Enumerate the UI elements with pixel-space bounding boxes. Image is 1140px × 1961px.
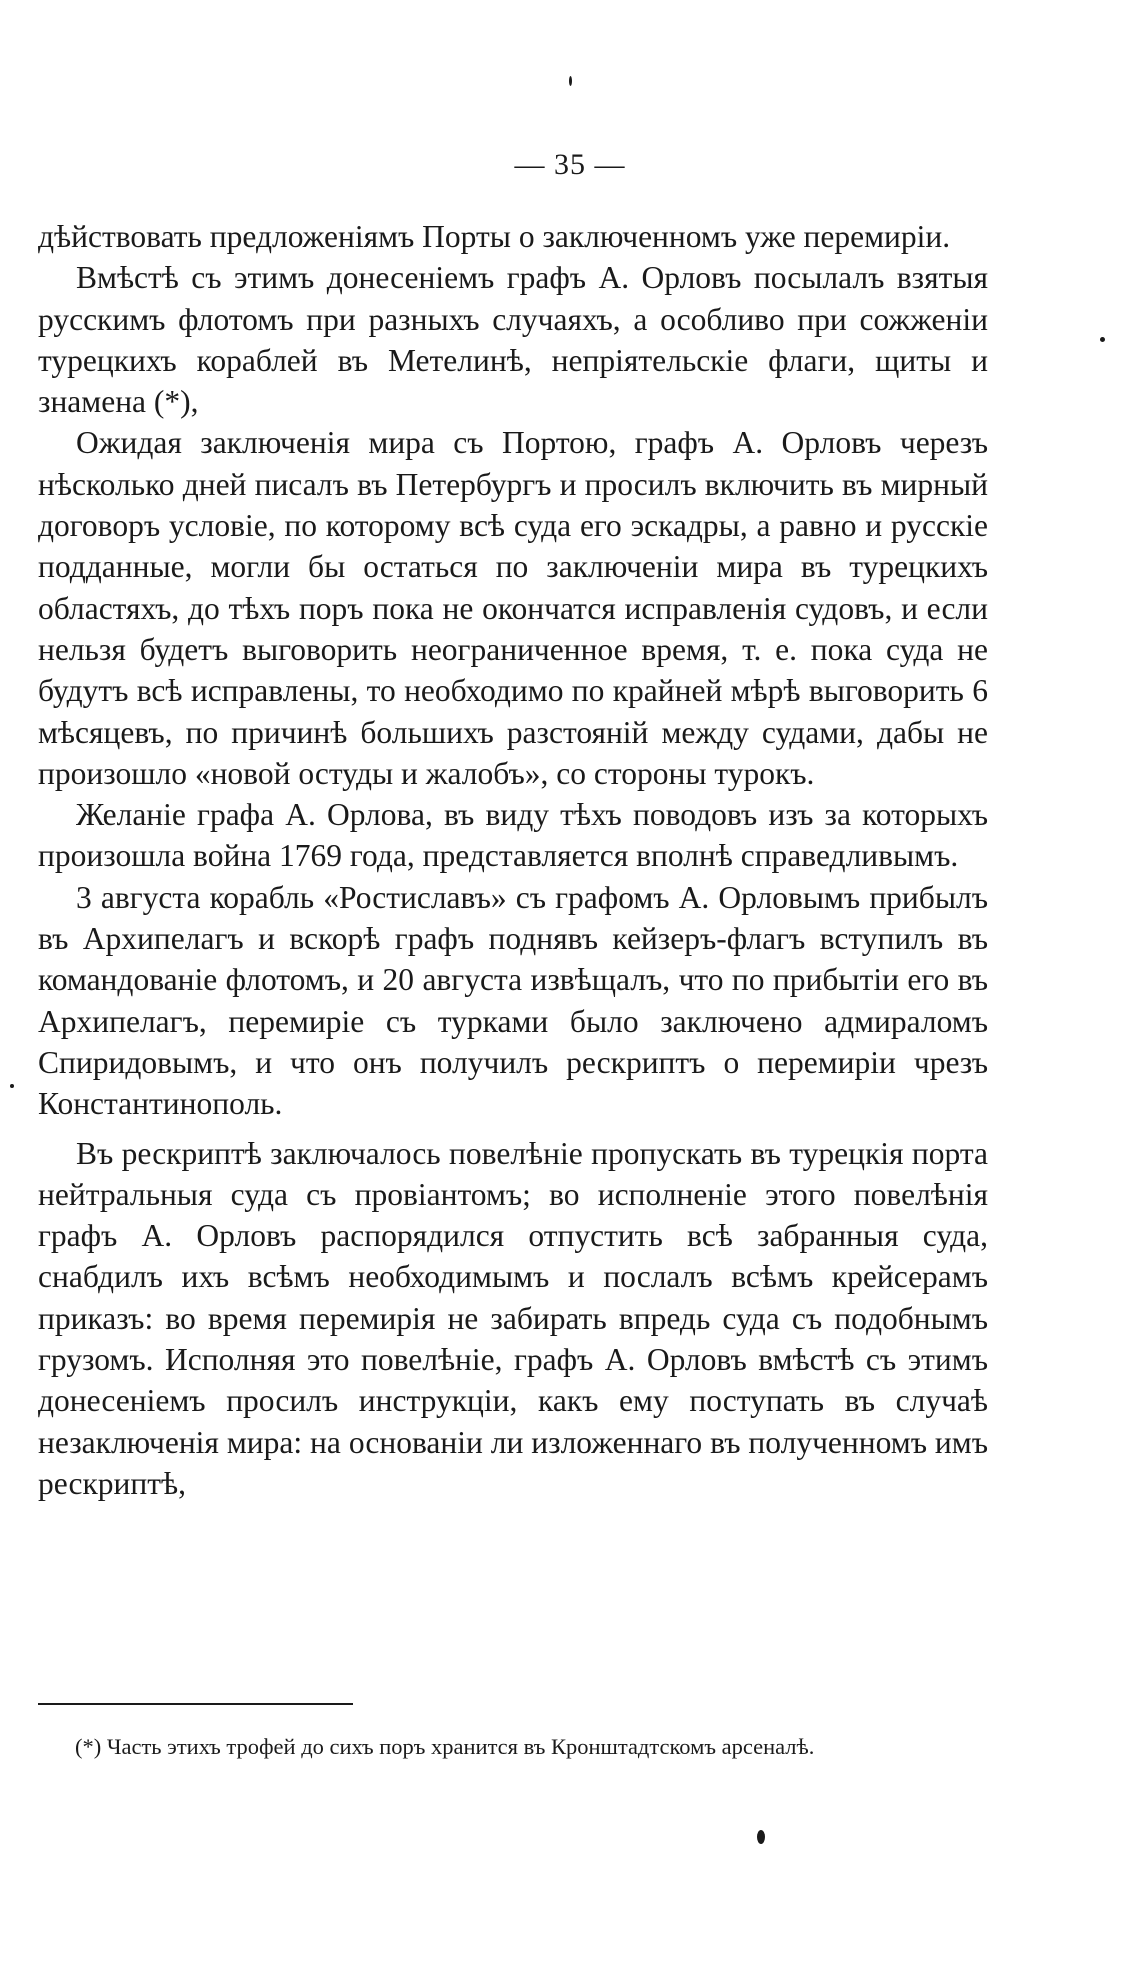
paragraph: дѣйствовать предложеніямъ Порты о заключенномъ уже перемиріи. bbox=[38, 219, 951, 254]
scan-speck bbox=[1100, 337, 1105, 342]
footnote-divider bbox=[38, 1703, 353, 1705]
scan-speck bbox=[569, 76, 572, 86]
scan-speck bbox=[10, 1084, 14, 1088]
paragraph: Въ рескриптѣ заключалось повелѣніе пропускать въ турецкія порта нейтральныя суда съ провіантомъ; во исполненіе этого повелѣнія графъ А. Орловъ распорядился отпустить всѣ забранныя суда, снабдилъ ихъ всѣмъ необходимымъ и послалъ всѣмъ крейсерамъ приказъ: во время перемирія не забирать впредь суда съ подобнымъ грузомъ. Исполняя это повелѣніе, графъ А. Орловъ вмѣстѣ съ этимъ донесеніемъ просилъ инструкціи, какъ ему поступать въ случаѣ незаключенія мира: на основаніи ли изложеннаго въ полученномъ имъ рескриптѣ, bbox=[38, 1135, 988, 1501]
scan-speck bbox=[757, 1830, 765, 1844]
page-number: — 35 — bbox=[514, 148, 626, 181]
footnote: (*) Часть этихъ трофей до сихъ поръ хранится въ Кронштадтскомъ арсеналѣ. bbox=[75, 1734, 815, 1759]
paragraph: Желаніе графа А. Орлова, въ виду тѣхъ поводовъ изъ за которыхъ произошла война 1769 года, представляется вполнѣ справедливымъ. bbox=[38, 797, 988, 874]
paragraph: Ожидая заключенія мира съ Портою, графъ А. Орловъ черезъ нѣсколько дней писалъ въ Петербургъ и просилъ включить въ мирный договоръ условіе, по которому всѣ суда его эскадры, а равно и русскіе подданные, могли бы остаться по заключеніи мира въ турецкихъ областяхъ, до тѣхъ поръ пока не окончатся исправленія судовъ, и если нельзя будетъ выговорить неограниченное время, т. е. пока суда не будутъ всѣ исправлены, то необходимо по крайней мѣрѣ выговорить 6 мѣсяцевъ, по причинѣ большихъ разстояній между судами, дабы не произошло «новой остуды и жалобъ», со стороны турокъ. bbox=[38, 425, 988, 791]
paragraph: 3 августа корабль «Ростиславъ» съ графомъ А. Орловымъ прибылъ въ Архипелагъ и вскорѣ графъ поднявъ кейзеръ-флагъ вступилъ въ командованіе флотомъ, и 20 августа извѣщалъ, что по прибытіи его въ Архипелагъ, перемиріе съ турками было заключено адмираломъ Спиридовымъ, и что онъ получилъ рескриптъ о перемиріи чрезъ Константинополь. bbox=[38, 879, 988, 1122]
body-text bbox=[38, 216, 988, 1504]
paragraph: Вмѣстѣ съ этимъ донесеніемъ графъ А. Орловъ посылалъ взятыя русскимъ флотомъ при разныхъ случаяхъ, а особливо при сожженіи турецкихъ кораблей въ Метелинѣ, непріятельскіе флаги, щиты и знамена (*), bbox=[38, 260, 988, 420]
